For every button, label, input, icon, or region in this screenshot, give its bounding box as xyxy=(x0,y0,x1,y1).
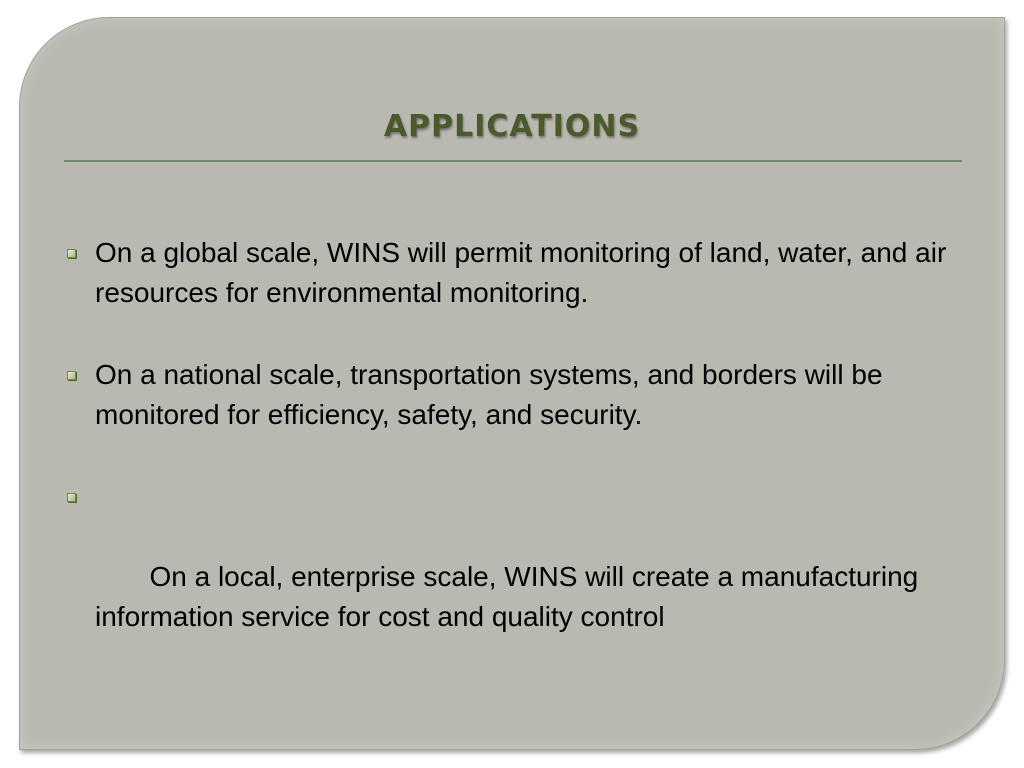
square-bullet-icon xyxy=(67,493,76,502)
bullet-item-global xyxy=(64,233,964,313)
slide-title: APPLICATIONS xyxy=(383,109,641,144)
bullet-list xyxy=(64,233,964,719)
bullet-text: On a local, enterprise scale, WINS will create a manufacturing information service for cost and quality control xyxy=(95,561,927,632)
square-bullet-icon xyxy=(67,249,76,258)
bullet-item-national xyxy=(64,355,964,435)
title-divider xyxy=(64,160,962,162)
square-bullet-icon xyxy=(67,371,76,380)
bullet-text: On a global scale, WINS will permit monitoring of land, water, and air resources for environmental monitoring. xyxy=(95,237,947,308)
bullet-item-local xyxy=(64,477,964,677)
bullet-text: On a national scale, transportation systems, and borders will be monitored for efficiency, safety, and security. xyxy=(95,359,883,430)
